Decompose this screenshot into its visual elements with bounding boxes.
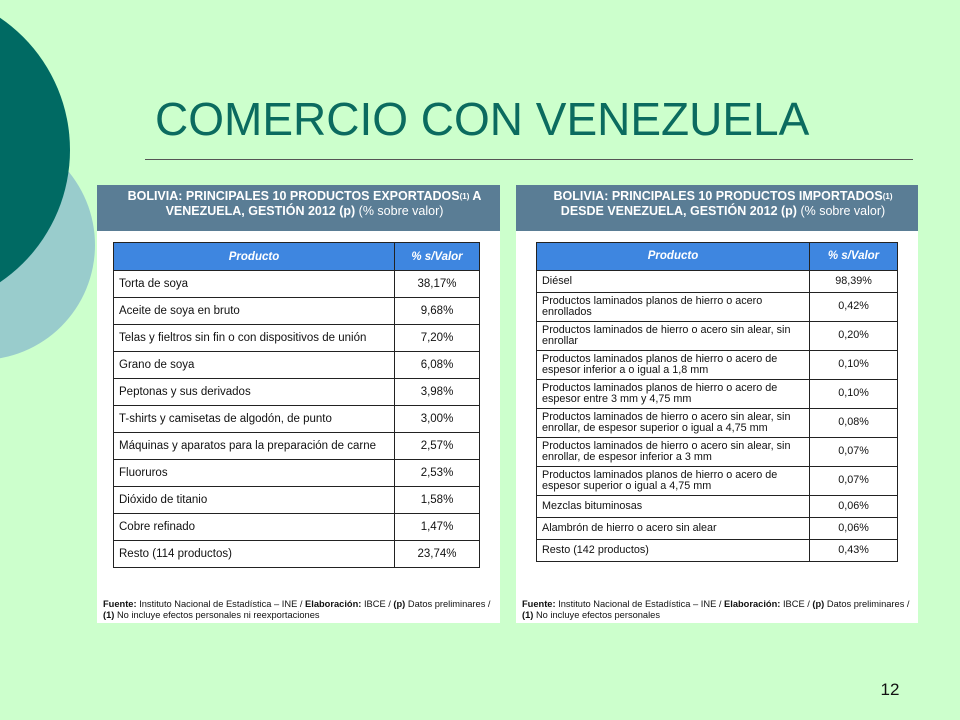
table-row xyxy=(537,322,898,351)
exports-source-note xyxy=(103,599,496,621)
imports-panel-title xyxy=(516,185,918,231)
exports-title-sup: (1) xyxy=(459,192,470,201)
table-row xyxy=(114,460,480,487)
table-row xyxy=(114,379,480,406)
table-row xyxy=(114,541,480,568)
exports-panel-title xyxy=(97,185,500,231)
table-row xyxy=(114,352,480,379)
exports-col-product: Producto xyxy=(114,243,395,271)
value-cell: 2,53% xyxy=(395,460,480,487)
note-text: No incluye efectos personales ni reexportaciones xyxy=(114,610,320,620)
imports-panel xyxy=(516,185,918,623)
preliminary-label: (p) xyxy=(393,599,406,609)
table-row xyxy=(537,518,898,540)
table-row xyxy=(114,298,480,325)
note-label: (1) xyxy=(103,610,115,620)
product-cell: Productos laminados planos de hierro o acero de espesor entre 3 mm y 4,75 mm xyxy=(537,380,810,409)
value-cell: 23,74% xyxy=(395,541,480,568)
value-cell: 1,58% xyxy=(395,487,480,514)
product-cell: Telas y fieltros sin fin o con dispositivos de unión xyxy=(114,325,395,352)
value-cell: 0,10% xyxy=(810,380,898,409)
table-row xyxy=(114,325,480,352)
table-row xyxy=(537,467,898,496)
table-row xyxy=(114,433,480,460)
imports-source-note xyxy=(522,599,914,621)
product-cell: Productos laminados planos de hierro o acero de espesor inferior a o igual a 1,8 mm xyxy=(537,351,810,380)
table-row xyxy=(537,496,898,518)
exports-table xyxy=(113,242,480,568)
table-row xyxy=(537,293,898,322)
preliminary-text: Datos preliminares / xyxy=(405,599,491,609)
product-cell: Aceite de soya en bruto xyxy=(114,298,395,325)
table-row xyxy=(114,487,480,514)
imports-col-value: % s/Valor xyxy=(810,243,898,271)
elaboration-label: Elaboración: xyxy=(724,599,781,609)
preliminary-text: Datos preliminares / xyxy=(824,599,910,609)
imports-header-row xyxy=(537,243,898,271)
source-text: Instituto Nacional de Estadística – INE / xyxy=(555,599,725,609)
value-cell: 3,98% xyxy=(395,379,480,406)
value-cell: 9,68% xyxy=(395,298,480,325)
value-cell: 0,06% xyxy=(810,518,898,540)
preliminary-label: (p) xyxy=(812,599,825,609)
table-row xyxy=(537,351,898,380)
source-label: Fuente: xyxy=(522,599,556,609)
product-cell: Máquinas y aparatos para la preparación de carne xyxy=(114,433,395,460)
imports-title-sup: (1) xyxy=(882,192,893,201)
slide-title: COMERCIO CON VENEZUELA xyxy=(155,93,810,145)
note-label: (1) xyxy=(522,610,534,620)
product-cell: Peptonas y sus derivados xyxy=(114,379,395,406)
exports-header-row xyxy=(114,243,480,271)
exports-title-line1-end: A xyxy=(469,189,482,203)
value-cell: 0,10% xyxy=(810,351,898,380)
title-divider xyxy=(145,159,913,160)
exports-title-line2: VENEZUELA, GESTIÓN 2012 (p) xyxy=(165,204,359,218)
product-cell: Productos laminados de hierro o acero sin alear, sin enrollar, de espesor superior o igual a 4,75 mm xyxy=(537,409,810,438)
product-cell: Grano de soya xyxy=(114,352,395,379)
exports-title-paren: (% sobre valor) xyxy=(358,204,444,218)
value-cell: 2,57% xyxy=(395,433,480,460)
product-cell: Fluoruros xyxy=(114,460,395,487)
value-cell: 0,07% xyxy=(810,438,898,467)
table-row xyxy=(537,438,898,467)
value-cell: 6,08% xyxy=(395,352,480,379)
note-text: No incluye efectos personales xyxy=(533,610,660,620)
imports-table xyxy=(536,242,898,562)
product-cell: Diésel xyxy=(537,271,810,293)
table-row xyxy=(114,406,480,433)
value-cell: 0,43% xyxy=(810,540,898,562)
value-cell: 0,42% xyxy=(810,293,898,322)
product-cell: Alambrón de hierro o acero sin alear xyxy=(537,518,810,540)
exports-panel xyxy=(97,185,500,623)
value-cell: 98,39% xyxy=(810,271,898,293)
table-row xyxy=(537,540,898,562)
imports-col-product: Producto xyxy=(537,243,810,271)
value-cell: 38,17% xyxy=(395,271,480,298)
elaboration-text: IBCE / xyxy=(361,599,394,609)
value-cell: 3,00% xyxy=(395,406,480,433)
product-cell: Productos laminados planos de hierro o acero de espesor superior o igual a 4,75 mm xyxy=(537,467,810,496)
product-cell: Dióxido de titanio xyxy=(114,487,395,514)
imports-title-paren: (% sobre valor) xyxy=(800,204,886,218)
value-cell: 7,20% xyxy=(395,325,480,352)
imports-title-line2: DESDE VENEZUELA, GESTIÓN 2012 (p) xyxy=(560,204,801,218)
value-cell: 0,06% xyxy=(810,496,898,518)
product-cell: Cobre refinado xyxy=(114,514,395,541)
product-cell: Resto (142 productos) xyxy=(537,540,810,562)
slide-number: 12 xyxy=(880,680,900,699)
product-cell: T-shirts y camisetas de algodón, de punto xyxy=(114,406,395,433)
imports-title-line1: BOLIVIA: PRINCIPALES 10 PRODUCTOS IMPORTADOS xyxy=(553,189,883,203)
table-row xyxy=(537,271,898,293)
exports-title-line1: BOLIVIA: PRINCIPALES 10 PRODUCTOS EXPORTADOS xyxy=(127,189,460,203)
table-row xyxy=(114,271,480,298)
value-cell: 0,20% xyxy=(810,322,898,351)
product-cell: Productos laminados de hierro o acero sin alear, sin enrollar, de espesor inferior a 3 mm xyxy=(537,438,810,467)
source-text: Instituto Nacional de Estadística – INE / xyxy=(136,599,306,609)
table-row xyxy=(537,409,898,438)
value-cell: 0,07% xyxy=(810,467,898,496)
exports-col-value: % s/Valor xyxy=(395,243,480,271)
product-cell: Productos laminados de hierro o acero sin alear, sin enrollar xyxy=(537,322,810,351)
product-cell: Productos laminados planos de hierro o acero enrollados xyxy=(537,293,810,322)
value-cell: 1,47% xyxy=(395,514,480,541)
product-cell: Mezclas bituminosas xyxy=(537,496,810,518)
product-cell: Resto (114 productos) xyxy=(114,541,395,568)
table-row xyxy=(114,514,480,541)
table-row xyxy=(537,380,898,409)
elaboration-text: IBCE / xyxy=(780,599,813,609)
product-cell: Torta de soya xyxy=(114,271,395,298)
source-label: Fuente: xyxy=(103,599,137,609)
elaboration-label: Elaboración: xyxy=(305,599,362,609)
value-cell: 0,08% xyxy=(810,409,898,438)
